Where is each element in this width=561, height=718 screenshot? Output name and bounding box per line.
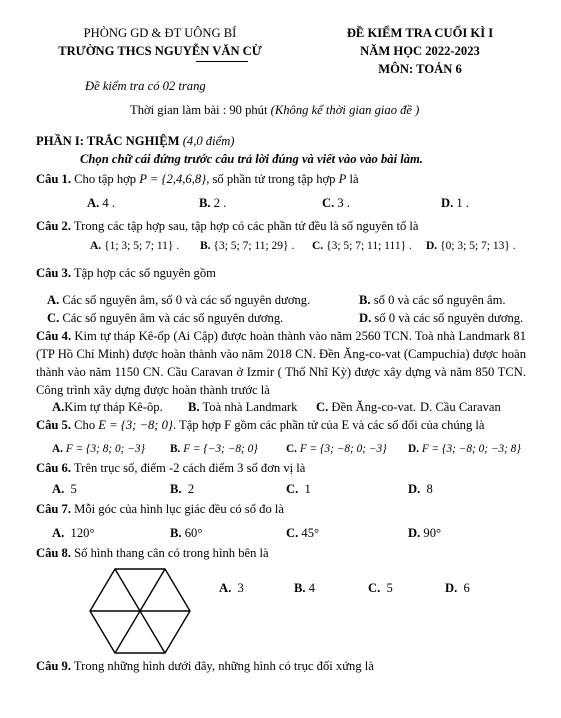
q1-b-letter: B. xyxy=(199,196,211,210)
q5-c-letter: C. xyxy=(286,443,297,455)
q7-a-letter: A. xyxy=(52,526,65,540)
q9-text: Trong những hình dưới đây, những hình có trục đối xứng là xyxy=(71,659,374,673)
q2-d-text: {0; 3; 5; 7; 13} . xyxy=(440,240,516,252)
part1-instruction: Chọn chữ cái đứng trước câu trả lời đúng và viết vào vào bài làm. xyxy=(80,152,423,166)
pages-note: Đề kiểm tra có 02 trang xyxy=(85,79,206,93)
q3-a-text: Các số nguyên âm, số 0 và các số nguyên dương. xyxy=(62,293,311,307)
q3-text: Tập hợp các số nguyên gồm xyxy=(71,266,216,280)
q8-option-d xyxy=(445,581,470,596)
q5-d-text: F = {3; −8; 0; −3; 8} xyxy=(421,443,521,455)
q6-d-text: 8 xyxy=(426,482,433,496)
q5-a-letter: A. xyxy=(52,443,63,455)
q6-c-letter: C. xyxy=(286,482,299,496)
q4-option-c xyxy=(316,400,416,415)
q2-d-letter: D. xyxy=(426,240,438,252)
q1-d-text: 1 . xyxy=(456,196,469,210)
q6-option-d xyxy=(408,482,433,497)
q3-d-text: số 0 và các số nguyên dương. xyxy=(374,311,524,325)
part1-heading xyxy=(36,134,234,149)
q2-text: Trong các tập hợp sau, tập hợp có các phần tử đều là số nguyên tố là xyxy=(71,219,419,233)
question-6 xyxy=(36,461,305,476)
q5-option-d xyxy=(408,443,521,455)
q3-d-letter: D. xyxy=(359,311,372,325)
q7-option-a xyxy=(52,526,94,541)
q3-option-a xyxy=(47,293,310,308)
q7-b-text: 60° xyxy=(184,526,203,540)
q2-option-c xyxy=(312,240,412,252)
q4-b-text: Toà nhà Landmark xyxy=(199,400,298,414)
q1-label: Câu 1. xyxy=(36,172,71,186)
q7-option-c xyxy=(286,526,319,541)
q4-d-text: Cầu Caravan xyxy=(432,400,501,414)
q4-b-letter: B. xyxy=(188,400,200,414)
q8-option-c xyxy=(368,581,393,596)
q5-b-letter: B. xyxy=(170,443,181,455)
q6-d-letter: D. xyxy=(408,482,421,496)
question-2 xyxy=(36,219,419,234)
q6-option-b xyxy=(170,482,194,497)
q6-a-text: 5 xyxy=(70,482,77,496)
q3-a-letter: A. xyxy=(47,293,60,307)
q5-text-b: . Tập hợp F gồm các phần tử của E và các số đối của chúng là xyxy=(172,418,485,432)
part1-points: (4,0 điểm) xyxy=(182,134,235,148)
q2-option-b xyxy=(200,240,294,252)
q5-a-text: F = {3; 8; 0; −3} xyxy=(65,443,145,455)
q1-option-a xyxy=(87,196,115,211)
q1-a-text: 4 . xyxy=(102,196,115,210)
q2-option-a xyxy=(90,240,179,252)
q5-math: E = {3; −8; 0} xyxy=(98,418,173,432)
q7-text: Mỗi góc của hình lục giác đều có số đo là xyxy=(71,502,284,516)
q6-label: Câu 6. xyxy=(36,461,71,475)
q4-c-letter: C. xyxy=(316,400,329,414)
q7-c-text: 45° xyxy=(301,526,320,540)
q2-b-letter: B. xyxy=(200,240,211,252)
q8-a-text: 3 xyxy=(237,581,244,595)
q4-text: Kim tự tháp Kê-ốp (Ai Cập) được hoàn thành vào năm 2560 TCN. Toà nhà Landmark 81 (TP Hồ Chí Minh) được hoàn thành vào năm 2018 CN. Đền Ăng-co-vat (Campuchia) được hoàn thành vào năm 1150 CN. Cầu Caravan ở Izmir ( Thổ Nhĩ Kỳ) được xây dựng và năm 850 TCN. Công trình xây dựng được hoàn thành trước là xyxy=(36,329,526,397)
school-name: TRƯỜNG THCS NGUYỄN VĂN CỪ xyxy=(58,44,262,58)
q1-text-c: là xyxy=(346,172,359,186)
q6-c-text: 1 xyxy=(304,482,311,496)
q6-a-letter: A. xyxy=(52,482,65,496)
hexagon-figure xyxy=(88,566,192,656)
q3-c-letter: C. xyxy=(47,311,60,325)
question-4 xyxy=(36,327,526,399)
q2-label: Câu 2. xyxy=(36,219,71,233)
q2-option-d xyxy=(426,240,516,252)
q8-a-letter: A. xyxy=(219,581,232,595)
q1-math: P = {2,4,6,8} xyxy=(139,172,207,186)
q6-b-text: 2 xyxy=(187,482,195,496)
time-line xyxy=(130,103,419,118)
q2-c-letter: C. xyxy=(312,240,324,252)
q6-option-c xyxy=(286,482,311,497)
q5-option-b xyxy=(170,443,258,455)
q6-b-letter: B. xyxy=(170,482,182,496)
q8-c-text: 5 xyxy=(386,581,393,595)
q5-option-a xyxy=(52,443,145,455)
time-text: Thời gian làm bài : 90 phút xyxy=(130,103,268,117)
q1-d-letter: D. xyxy=(441,196,454,210)
school-underline xyxy=(196,61,248,62)
school-year: NĂM HỌC 2022-2023 xyxy=(360,44,480,58)
q6-option-a xyxy=(52,482,77,497)
q7-c-letter: C. xyxy=(286,526,299,540)
q4-c-text: Đền Ăng-co-vat. xyxy=(328,400,417,414)
q2-c-text: {3; 5; 7; 11; 111} . xyxy=(326,240,412,252)
q4-a-text: Kim tự tháp Kê-ôp. xyxy=(64,400,163,414)
q7-b-letter: B. xyxy=(170,526,182,540)
q3-label: Câu 3. xyxy=(36,266,71,280)
q2-a-text: {1; 3; 5; 7; 11} . xyxy=(104,240,180,252)
q3-b-text: số 0 và các số nguyên âm. xyxy=(373,293,506,307)
department-name: PHÒNG GD & ĐT UÔNG BÍ xyxy=(83,26,237,40)
q5-option-c xyxy=(286,443,387,455)
q1-text-b: , số phần tử trong tập hợp xyxy=(206,172,339,186)
q8-b-text: 4 xyxy=(308,581,316,595)
q9-label: Câu 9. xyxy=(36,659,71,673)
question-7 xyxy=(36,502,284,517)
subject: MÔN: TOÁN 6 xyxy=(378,62,462,76)
q5-text-a: Cho xyxy=(71,418,99,432)
q4-option-b xyxy=(188,400,297,415)
q4-option-a xyxy=(52,400,163,415)
q1-c-letter: C. xyxy=(322,196,335,210)
q3-option-c xyxy=(47,311,283,326)
q5-label: Câu 5. xyxy=(36,418,71,432)
question-5 xyxy=(36,418,485,433)
q4-d-letter: D. xyxy=(420,400,433,414)
q2-b-text: {3; 5; 7; 11; 29} . xyxy=(213,240,295,252)
q3-b-letter: B. xyxy=(359,293,371,307)
exam-title: ĐỀ KIỂM TRA CUỐI KÌ I xyxy=(346,26,494,40)
q7-label: Câu 7. xyxy=(36,502,71,516)
q8-label: Câu 8. xyxy=(36,546,71,560)
q1-a-letter: A. xyxy=(87,196,100,210)
q5-b-text: F = {−3; −8; 0} xyxy=(183,443,258,455)
q1-math2: P xyxy=(338,172,347,186)
q8-d-letter: D. xyxy=(445,581,458,595)
q8-text: Số hình thang cân có trong hình bên là xyxy=(71,546,269,560)
q1-option-c xyxy=(322,196,350,211)
q1-c-text: 3 . xyxy=(337,196,350,210)
q8-option-a xyxy=(219,581,244,596)
q3-option-b xyxy=(359,293,506,308)
question-3 xyxy=(36,266,216,281)
q7-d-text: 90° xyxy=(423,526,442,540)
q3-c-text: Các số nguyên âm và các số nguyên dương. xyxy=(62,311,284,325)
q1-option-b xyxy=(199,196,226,211)
q6-text: Trên trục số, điểm -2 cách điểm 3 số đơn vị là xyxy=(71,461,306,475)
q4-option-d xyxy=(420,400,501,415)
q1-b-text: 2 . xyxy=(213,196,227,210)
q5-c-text: F = {3; −8; 0; −3} xyxy=(299,443,387,455)
q5-d-letter: D. xyxy=(408,443,419,455)
q7-option-d xyxy=(408,526,441,541)
question-8 xyxy=(36,546,269,561)
q4-label: Câu 4. xyxy=(36,329,72,343)
question-1 xyxy=(36,172,359,187)
q7-a-text: 120° xyxy=(70,526,95,540)
part1-title: PHẦN I: TRẮC NGHIỆM xyxy=(36,134,180,148)
q3-option-d xyxy=(359,311,523,326)
q2-a-letter: A. xyxy=(90,240,102,252)
q7-option-b xyxy=(170,526,202,541)
q8-b-letter: B. xyxy=(294,581,306,595)
time-note: (Không kể thời gian giao đề ) xyxy=(270,103,420,117)
question-9 xyxy=(36,659,374,674)
q1-text-a: Cho tập hợp xyxy=(71,172,140,186)
q4-a-letter: A. xyxy=(52,400,65,414)
q8-d-text: 6 xyxy=(463,581,470,595)
q8-c-letter: C. xyxy=(368,581,381,595)
q7-d-letter: D. xyxy=(408,526,421,540)
q1-option-d xyxy=(441,196,469,211)
q8-option-b xyxy=(294,581,315,596)
